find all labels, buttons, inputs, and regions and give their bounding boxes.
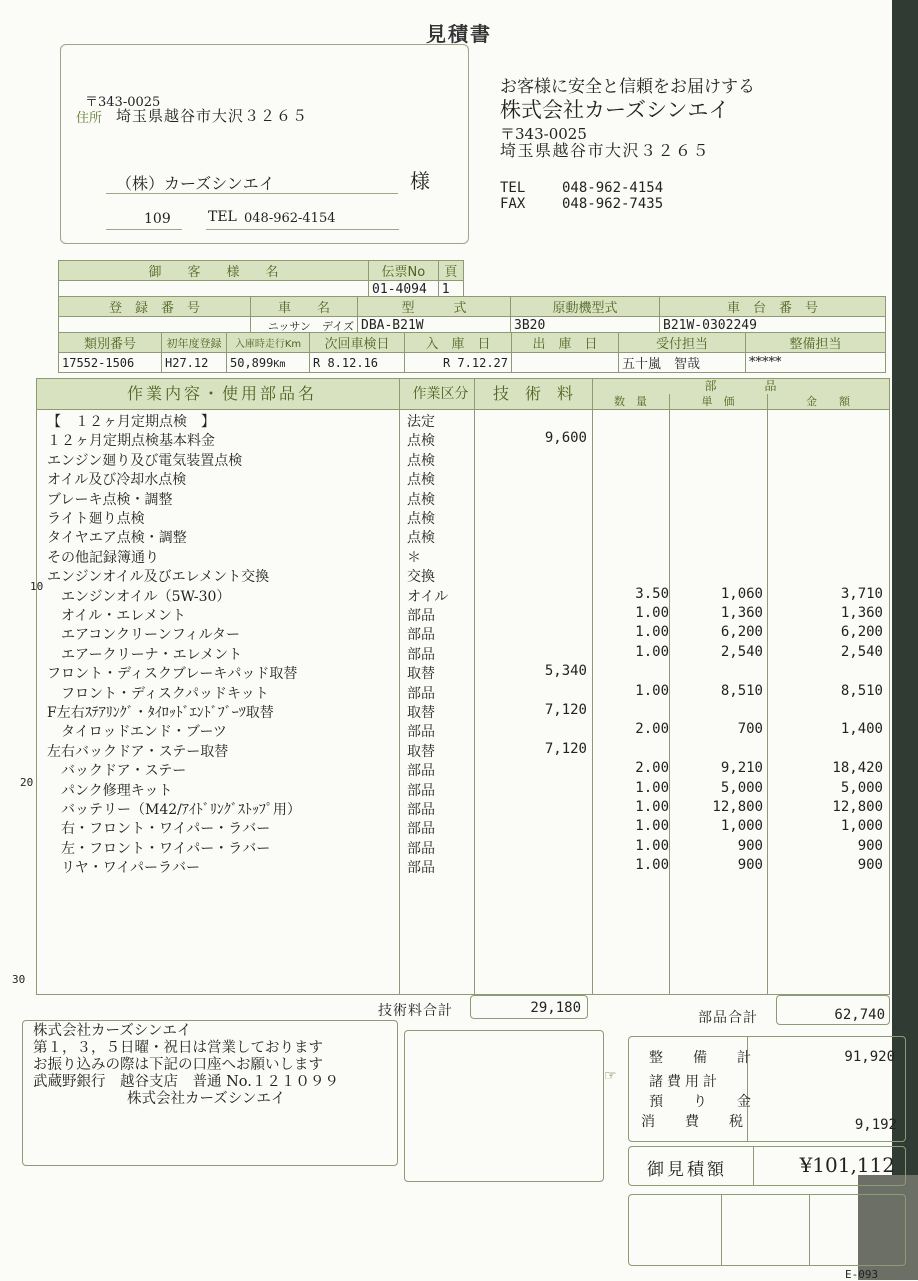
page-header: 頁 [438,261,463,281]
item-category: 点検 [407,452,435,469]
mileage-header: 入庫時走行Km [227,333,310,353]
customer-box [60,44,469,244]
mechanic-value: ***** [746,353,886,373]
line-marker-10: 10 [30,580,44,593]
item-qty: 1.00 [635,624,669,641]
company-tel-label: TEL [500,180,526,196]
note-line-5: 株式会社カーズシンエイ [127,1091,286,1107]
item-price: 12,800 [712,799,763,815]
item-qty: 2.00 [635,760,669,777]
signature-boxes [628,1194,906,1266]
item-category: 部品 [407,840,435,857]
company-fax-label: FAX [500,196,526,212]
table-row [37,547,889,566]
model-header: 型 式 [358,297,511,317]
car-name-header: 車 名 [251,297,358,317]
company-name: 株式会社カーズシンエイ [500,98,730,122]
table-row [37,450,889,469]
slip-no-header: 伝票No [369,261,439,281]
item-category: 部品 [407,627,435,644]
form-code: E-093 [845,1268,879,1281]
item-category: 部品 [407,763,435,780]
item-category: 法定 [407,414,435,430]
item-amount: 8,510 [840,682,883,699]
deposit-label: 預 り 金 [649,1094,759,1110]
estimate-total: ¥101,112 [799,1153,895,1177]
out-date-value [512,353,619,373]
item-price: 8,510 [720,682,763,699]
item-qty: 1.00 [635,682,669,699]
item-category: 点検 [407,491,435,508]
item-price: 9,210 [720,760,763,777]
table-row [37,508,889,527]
item-name: １２ヶ月定期点検基本料金 [47,433,215,450]
table-row [37,760,889,779]
item-qty: 1.00 [635,857,669,874]
item-tech-fee: 9,600 [544,430,587,447]
table-row [37,411,889,430]
table-row [37,799,889,818]
item-qty: 1.00 [635,605,669,621]
item-price: 1,360 [720,605,763,621]
item-price: 900 [737,857,763,874]
next-inspection-value: R 8.12.16 [310,353,405,373]
item-category: 部品 [407,608,435,624]
estimate-label: 御見積額 [647,1160,727,1180]
table-row [37,663,889,682]
item-name: フロント・ディスクブレーキパッド取替 [47,666,298,683]
item-category: ＊ [407,549,421,566]
amount-column-header: 金 額 [767,394,889,410]
item-category: 部品 [407,685,435,702]
table-row [37,527,889,546]
table-row [37,624,889,643]
next-inspection-header: 次回車検日 [310,333,405,353]
item-qty: 1.00 [635,643,669,660]
table-row [37,721,889,740]
item-price: 2,540 [720,643,763,660]
item-category: 部品 [407,802,435,818]
item-qty: 1.00 [635,818,669,835]
customer-name: （株）カーズシンエイ [116,174,275,193]
item-name: エンジン廻り及び電気装置点検 [47,452,243,469]
item-category: 部品 [407,646,435,663]
category-column-header: 作業区分 [407,379,474,410]
car-name-value: ニッサン デイズ [251,317,358,335]
chassis-value: B21W-0302249 [660,317,886,335]
item-amount: 5,000 [840,779,883,796]
table-row [37,469,889,488]
out-date-header: 出 庫 日 [512,333,619,353]
item-price: 1,060 [720,585,763,602]
item-amount: 3,710 [840,585,883,602]
item-amount: 12,800 [832,799,883,815]
slip-header-table [58,260,464,299]
customer-name-line [106,169,398,194]
item-name: フロント・ディスクパッドキット [47,685,269,702]
table-row [37,605,889,624]
first-reg-value: H27.12 [162,353,227,373]
mileage-cell [227,353,310,373]
item-qty: 1.00 [635,779,669,796]
item-amount: 900 [857,837,883,854]
stamp-box [404,1030,604,1182]
vehicle-info-table [58,296,886,335]
table-row [37,838,889,857]
item-category: 部品 [407,782,435,799]
item-category: 点検 [407,511,435,527]
item-category: 部品 [407,860,435,877]
in-date-header: 入 庫 日 [405,333,512,353]
hand-pointer-icon: ☞ [604,1068,617,1084]
customer-code: 109 [144,211,171,227]
customer-postal: 〒343-0025 [85,95,161,110]
company-postal: 〒343-0025 [500,125,587,143]
item-name: エンジンオイル（5W-30） [47,588,231,605]
item-qty: 2.00 [635,721,669,738]
item-name: パンク修理キット [47,782,173,799]
customer-tel: 048-962-4154 [244,211,336,226]
item-category: 取替 [407,705,435,721]
item-category: 部品 [407,724,435,741]
qty-column-header: 数 量 [592,394,669,410]
reg-no-header: 登 録 番 号 [59,297,251,317]
company-tel: 048-962-4154 [562,180,664,196]
maintenance-total: 91,920 [844,1049,895,1065]
note-line-2: 第１，３，５日曜・祝日は営業しております [33,1040,323,1056]
class-no-value: 17552-1506 [59,353,162,373]
item-price: 1,000 [720,818,763,835]
item-name: 左・フロント・ワイパー・ラバー [47,840,271,857]
parts-total: 62,740 [776,995,890,1025]
table-row [37,430,889,449]
mechanic-header: 整備担当 [746,333,886,353]
honorific: 様 [410,169,430,193]
mileage-unit: Km [273,358,286,370]
item-name: エアークリーナ・エレメント [47,646,243,663]
item-name: タイロッドエンド・ブーツ [47,724,227,741]
item-name: バッテリー（M42/ｱｲﾄﾞﾘﾝｸﾞｽﾄｯﾌﾟ用） [47,802,301,818]
item-price: 5,000 [720,779,763,796]
table-row [37,489,889,508]
item-qty: 1.00 [635,837,669,854]
notes-box [22,1020,398,1166]
item-price: 6,200 [720,624,763,641]
item-price: 900 [737,837,763,854]
item-amount: 6,200 [840,624,883,641]
item-name: オイル及び冷却水点検 [47,472,187,489]
customer-tel-line [206,209,399,230]
item-name: F左右ｽﾃｱﾘﾝｸﾞ・ﾀｲﾛｯﾄﾞｴﾝﾄﾞﾌﾞｰﾂ取替 [47,705,274,721]
price-column-header: 単 価 [669,394,767,410]
table-row [37,780,889,799]
customer-code-line [106,211,182,230]
document-title: 見積書 [426,22,492,46]
table-row [37,566,889,585]
item-name: オイル・エレメント [47,608,186,624]
tech-total-label: 技術料合計 [378,1003,453,1019]
table-row [37,818,889,837]
line-marker-30: 30 [12,973,26,986]
page-value: 1 [438,281,463,299]
tech-fee-column-header: 技 術 料 [474,379,592,410]
item-amount: 18,420 [832,760,883,777]
class-no-header: 類別番号 [59,333,162,353]
item-name: 【 １２ヶ月定期点検 】 [47,414,215,430]
item-name: ライト廻り点検 [47,511,145,527]
item-category: 点検 [407,472,435,489]
customer-address: 埼玉県越谷市大沢３２６５ [116,107,309,125]
first-reg-header: 初年度登録 [162,333,227,353]
engine-header: 原動機型式 [511,297,660,317]
in-date-value: R 7.12.27 [405,353,512,373]
chassis-header: 車 台 番 号 [660,297,886,317]
item-name: エンジンオイル及びエレメント交換 [47,569,270,586]
company-address: 埼玉県越谷市大沢３２６５ [500,141,711,160]
item-tech-fee: 5,340 [544,663,587,680]
work-column-header: 作業内容・使用部品名 [37,379,407,410]
item-name: リヤ・ワイパーラバー [47,860,201,877]
service-info-table [58,332,886,373]
misc-label: 諸費用計 [649,1074,721,1090]
item-category: 取替 [407,743,435,760]
table-row [37,857,889,876]
item-amount: 900 [857,857,883,874]
item-amount: 1,000 [840,818,883,835]
table-row [37,702,889,721]
item-name: 左右バックドア・ステー取替 [47,743,229,760]
parts-total-label: 部品合計 [698,1010,758,1026]
item-category: 点検 [407,530,435,547]
line-marker-20: 20 [20,776,34,789]
note-line-4: 武蔵野銀行 越谷支店 普通 No.１２１０９９ [33,1074,339,1090]
company-fax: 048-962-7435 [562,196,664,212]
mileage-value: 50,899 [230,355,274,370]
item-price: 700 [737,721,763,738]
item-category: 部品 [407,821,435,838]
item-qty: 3.50 [635,585,669,602]
summary-box [628,1036,906,1142]
company-slogan: お客様に安全と信頼をお届けする [500,77,755,97]
item-category: 取替 [407,666,435,683]
maintenance-label: 整 備 計 [649,1050,759,1066]
reception-value: 五十嵐 智哉 [619,353,746,373]
tax-total: 9,192 [854,1117,897,1133]
item-amount: 1,360 [840,605,883,621]
engine-value: 3B20 [511,317,660,335]
item-name: 右・フロント・ワイパー・ラバー [47,821,271,838]
table-row [37,586,889,605]
items-table [36,378,890,995]
item-name: ブレーキ点検・調整 [47,491,173,508]
item-category: 点検 [407,433,435,450]
note-line-1: 株式会社カーズシンエイ [33,1023,192,1039]
item-tech-fee: 7,120 [544,740,587,757]
note-line-3: お振り込みの際は下記の口座へお願いします [33,1057,323,1073]
parts-column-header: 部 品 [592,379,889,395]
estimate-box [628,1146,906,1186]
table-row [37,644,889,663]
customer-tel-label: TEL [208,209,237,225]
item-category: オイル [407,588,449,605]
item-name: その他記録簿通り [47,549,159,566]
item-name: バックドア・ステー [47,763,187,780]
customer-name-header: 御 客 様 名 [59,261,369,281]
model-value: DBA-B21W [358,317,511,335]
table-row [37,683,889,702]
customer-address-label: 住所 [76,111,103,126]
reception-header: 受付担当 [619,333,746,353]
tax-label: 消 費 税 [641,1114,751,1130]
item-qty: 1.00 [635,799,669,815]
item-tech-fee: 7,120 [544,702,587,718]
table-row [37,741,889,760]
item-category: 交換 [407,569,435,586]
item-name: エアコンクリーンフィルター [47,627,241,644]
item-amount: 1,400 [840,721,883,738]
item-amount: 2,540 [840,643,883,660]
item-name: タイヤエア点検・調整 [47,530,187,547]
tech-total: 29,180 [470,995,588,1019]
slip-no-value: 01-4094 [369,281,439,299]
